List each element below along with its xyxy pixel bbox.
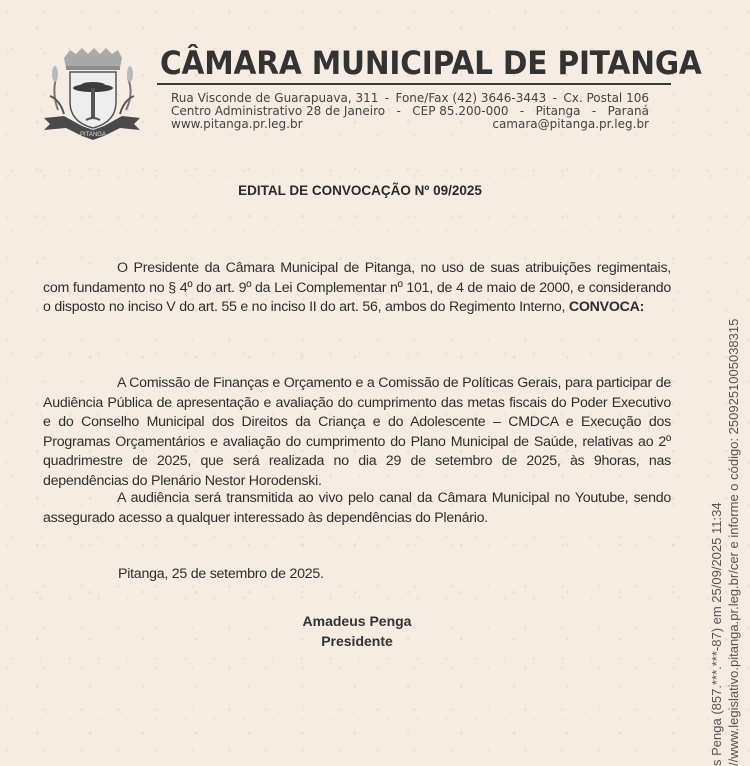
postal-box: Cx. Postal 106 xyxy=(563,91,649,105)
document-title: EDITAL DE CONVOCAÇÃO Nº 09/2025 xyxy=(238,183,482,198)
preamble-text: O Presidente da Câmara Municipal de Pitanga, no uso de suas atribuições regimentais, com fundamento no § 4º do art. 9º da Lei Complementar nº 101, de 4 de maio de 2000, e considerando o disposto no inciso V do art. 55 e no inciso II do art. 56, ambos do Regimento Interno, xyxy=(43,260,671,315)
cep: CEP 85.200-000 xyxy=(412,104,509,118)
separator: - xyxy=(552,91,557,105)
street-address: Rua Visconde de Guarapuava, 311 xyxy=(171,91,379,105)
stamp-line-1: s Penga (857.***.***-87) em 25/09/2025 11:34 xyxy=(709,502,724,766)
paragraph-preamble xyxy=(43,259,671,318)
signature-name: Amadeus Penga xyxy=(302,613,412,629)
city: Pitanga xyxy=(535,104,581,118)
website-link[interactable]: www.pitanga.pr.leg.br xyxy=(171,117,303,131)
convocation-text: A Comissão de Finanças e Orçamento e a Comissão de Políticas Gerais, para participar de Audiência Pública de apresentação e avaliação do cumprimento das metas fiscais do Poder Executivo e do Conselho Municipal dos Direitos da Criança e do Adolescente – CMDCA e Execução dos Programas Orçamentários e avaliação do cumprimento do Plano Municipal de Saúde, relativas ao 2º quadrimestre de 2025, que será realizada no dia 29 de setembro de 2025, às 9horas, nas dependências do Plenário Nestor Horodenski. xyxy=(43,375,671,489)
broadcast-text: A audiência será transmitida ao vivo pelo canal da Câmara Municipal no Youtube, sendo assegurado acesso a qualquer interessado às dependências do Plenário. xyxy=(43,490,671,526)
separator: - xyxy=(396,104,401,118)
pitanga-coat-of-arms-icon xyxy=(42,44,142,142)
address-line-2 xyxy=(171,104,649,118)
digital-signature-stamp xyxy=(708,319,742,766)
separator: - xyxy=(519,104,525,118)
admin-complex: Centro Administrativo 28 de Janeiro xyxy=(171,104,386,118)
address-line-1 xyxy=(171,91,649,105)
paragraph-convocation xyxy=(43,374,671,491)
paragraph-broadcast xyxy=(43,489,671,528)
state: Paraná xyxy=(607,104,649,118)
stamp-line-2: //www.legislativo.pitanga.pr.leg.br/cer e informe o código: 2509251005038315 xyxy=(726,318,741,766)
date-line: Pitanga, 25 de setembro de 2025. xyxy=(118,566,324,582)
separator: - xyxy=(591,104,597,118)
coat-of-arms-logo xyxy=(42,44,142,142)
separator: - xyxy=(384,91,390,105)
org-title: CÂMARA MUNICIPAL DE PITANGA xyxy=(160,44,702,82)
convoca-keyword: CONVOCA: xyxy=(568,299,645,315)
email-link[interactable]: camara@pitanga.pr.leg.br xyxy=(492,117,649,131)
header-divider xyxy=(157,83,671,85)
banner-text: PITANGA xyxy=(80,132,106,138)
address-line-3 xyxy=(171,117,649,131)
signature-role: Presidente xyxy=(321,633,393,649)
phone-fax: Fone/Fax (42) 3646-3443 xyxy=(395,91,547,105)
